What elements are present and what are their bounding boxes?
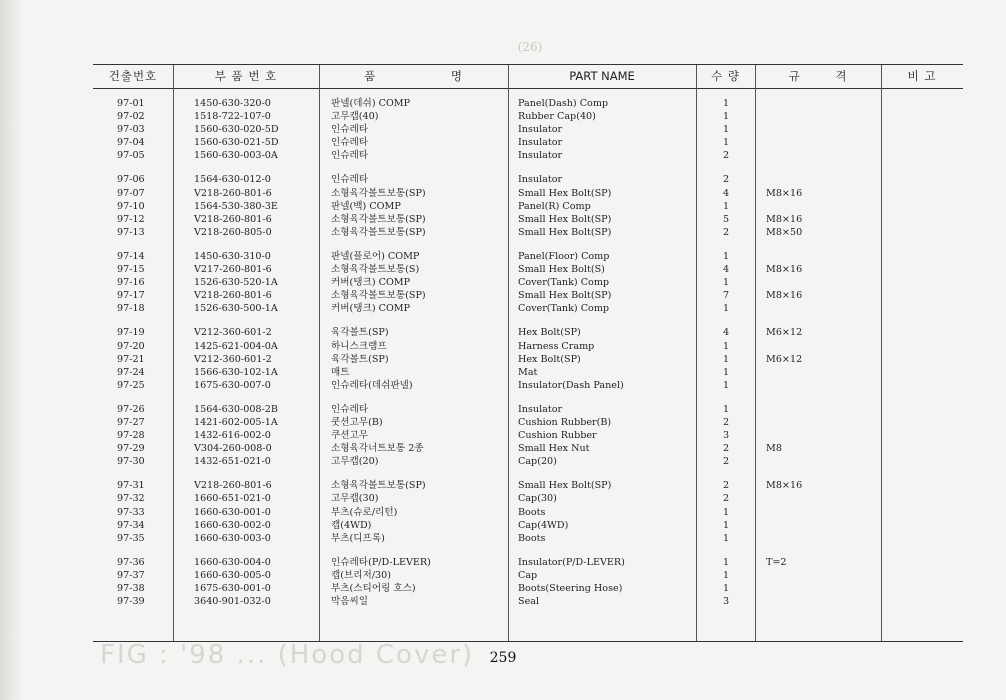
item-code: 97-18 [117, 303, 145, 315]
spec: M8×16 [766, 290, 803, 302]
quantity: 3 [722, 430, 730, 442]
spec: M6×12 [766, 353, 803, 365]
korean-name: 커버(탱크) COMP [331, 277, 411, 289]
part-name: Insulator [518, 174, 563, 186]
part-name: Rubber Cap(40) [518, 111, 596, 123]
spec: M8×16 [766, 187, 803, 199]
quantity: 2 [722, 226, 730, 238]
table-row [93, 379, 963, 392]
table-row [93, 595, 963, 608]
korean-name: 하니스크램프 [331, 340, 387, 352]
part-number: V304-260-008-0 [194, 443, 272, 455]
part-number: 1432-616-002-0 [194, 430, 271, 442]
quantity: 1 [722, 569, 730, 581]
table-row [93, 326, 963, 339]
part-number: 1660-630-003-0 [194, 532, 271, 544]
item-code: 97-14 [117, 250, 145, 262]
quantity: 5 [722, 213, 730, 225]
item-code: 97-26 [117, 403, 145, 415]
spec: M8×16 [766, 264, 803, 276]
spec: M8×16 [766, 213, 803, 225]
part-name: Small Hex Bolt(SP) [518, 480, 612, 492]
table-row [93, 569, 963, 582]
row-group [93, 97, 963, 162]
part-number: 1432-651-021-0 [194, 456, 271, 468]
spec: T=2 [766, 556, 787, 568]
item-code: 97-34 [117, 519, 145, 531]
korean-name: 인슈레타 [331, 174, 369, 186]
quantity: 1 [722, 379, 730, 391]
part-name: Small Hex Bolt(SP) [518, 290, 612, 302]
part-name: Insulator(Dash Panel) [518, 379, 624, 391]
korean-name: 막음씨일 [331, 596, 369, 608]
row-group [93, 479, 963, 544]
quantity: 1 [722, 556, 730, 568]
table-row [93, 173, 963, 186]
korean-name: 고무캡(40) [331, 111, 379, 123]
korean-name: 부츠(스티어링 호스) [331, 583, 416, 594]
spec: M6×12 [766, 327, 803, 339]
part-name: Boots(Steering Hose) [518, 583, 623, 594]
part-number: V212-360-601-2 [194, 327, 272, 339]
quantity: 1 [722, 353, 730, 365]
korean-name: 인슈레타(데쉬판넬) [331, 379, 413, 391]
item-code: 97-15 [117, 264, 145, 276]
korean-name: 캡(브리저/30) [331, 569, 391, 581]
korean-name: 소형육각볼트보통(SP) [331, 226, 426, 238]
item-code: 97-37 [117, 569, 145, 581]
korean-name: 판넬(플로어) COMP [331, 250, 420, 262]
part-name: Panel(Floor) Comp [518, 250, 610, 262]
korean-name: 판넬(데쉬) COMP [331, 98, 411, 109]
part-number: V218-260-805-0 [194, 226, 272, 238]
part-name: Small Hex Bolt(SP) [518, 213, 612, 225]
part-name: Cover(Tank) Comp [518, 303, 610, 315]
part-number: 1425-621-004-0A [194, 340, 278, 352]
quantity: 2 [722, 456, 730, 468]
korean-name: 소형육각볼트보통(SP) [331, 187, 426, 199]
part-number: 1526-630-500-1A [194, 303, 278, 315]
part-number: 1560-630-003-0A [194, 150, 278, 162]
quantity: 2 [722, 150, 730, 162]
table-row [93, 340, 963, 353]
row-group [93, 250, 963, 315]
part-number: V218-260-801-6 [194, 290, 272, 302]
table-row [93, 556, 963, 569]
korean-name: 쿠션고무 [331, 430, 369, 442]
part-number: 1660-630-001-0 [194, 506, 271, 518]
item-code: 97-04 [117, 137, 145, 149]
korean-name: 부츠(슈로/리턴) [331, 506, 398, 518]
item-code: 97-24 [117, 366, 145, 378]
quantity: 7 [722, 290, 730, 302]
table-row [93, 353, 963, 366]
quantity: 1 [722, 403, 730, 415]
part-name: Small Hex Bolt(S) [518, 264, 605, 276]
table-row [93, 289, 963, 302]
table-row [93, 302, 963, 315]
part-name: Hex Bolt(SP) [518, 353, 581, 365]
quantity: 2 [722, 480, 730, 492]
table-row [93, 226, 963, 239]
part-number: V218-260-801-6 [194, 213, 272, 225]
table-row [93, 263, 963, 276]
table-row [93, 532, 963, 545]
table-row [93, 110, 963, 123]
table-row [93, 403, 963, 416]
quantity: 2 [722, 174, 730, 186]
korean-name: 소형육각너트보통 2종 [331, 443, 424, 455]
table-row [93, 519, 963, 532]
table-row [93, 416, 963, 429]
korean-name: 인슈레타 [331, 124, 369, 136]
header-code: 건출번호 [108, 69, 158, 83]
header-spec: 규 격 [788, 69, 848, 83]
part-number: 1566-630-102-1A [194, 366, 278, 378]
quantity: 1 [722, 583, 730, 594]
header-part-name: PART NAME [569, 69, 635, 83]
part-number: V218-260-801-6 [194, 187, 272, 199]
part-name: Small Hex Nut [518, 443, 590, 455]
quantity: 1 [722, 200, 730, 212]
spec: M8×16 [766, 480, 803, 492]
header-remark: 비 고 [907, 69, 937, 83]
item-code: 97-16 [117, 277, 145, 289]
item-code: 97-30 [117, 456, 145, 468]
part-number: 1518-722-107-0 [194, 111, 271, 123]
item-code: 97-31 [117, 480, 145, 492]
table-row [93, 506, 963, 519]
item-code: 97-06 [117, 174, 145, 186]
item-code: 97-07 [117, 187, 145, 199]
item-code: 97-33 [117, 506, 145, 518]
table-row [93, 479, 963, 492]
part-name: Boots [518, 532, 546, 544]
korean-name: 캡(4WD) [331, 519, 372, 531]
table-row [93, 136, 963, 149]
row-group [93, 556, 963, 608]
part-name: Cap(20) [518, 456, 557, 468]
item-code: 97-19 [117, 327, 145, 339]
part-name: Small Hex Bolt(SP) [518, 187, 612, 199]
part-name: Panel(Dash) Comp [518, 98, 609, 109]
item-code: 97-32 [117, 493, 145, 505]
table-row [93, 442, 963, 455]
part-name: Boots [518, 506, 546, 518]
quantity: 2 [722, 493, 730, 505]
korean-name: 소형육각볼트보통(SP) [331, 290, 426, 302]
quantity: 2 [722, 443, 730, 455]
table-row [93, 97, 963, 110]
part-number: 1564-530-380-3E [194, 200, 278, 212]
quantity: 1 [722, 506, 730, 518]
item-code: 97-27 [117, 416, 145, 428]
item-code: 97-35 [117, 532, 145, 544]
item-code: 97-03 [117, 124, 145, 136]
header-korean-name: 품 명 [364, 69, 463, 83]
quantity: 3 [722, 596, 730, 608]
header-part-number: 부 품 번 호 [214, 69, 278, 83]
part-number: 1660-630-002-0 [194, 519, 271, 531]
part-name: Cap [518, 569, 538, 581]
part-number: 1560-630-021-5D [194, 137, 279, 149]
part-number: 1660-651-021-0 [194, 493, 271, 505]
quantity: 4 [722, 327, 730, 339]
korean-name: 소형육각볼트보통(SP) [331, 480, 426, 492]
table-row [93, 250, 963, 263]
spec: M8 [766, 443, 782, 455]
part-number: 1564-630-012-0 [194, 174, 271, 186]
part-name: Harness Cramp [518, 340, 595, 352]
part-name: Cover(Tank) Comp [518, 277, 610, 289]
part-number: 1421-602-005-1A [194, 416, 278, 428]
part-number: 1450-630-320-0 [194, 98, 271, 109]
item-code: 97-20 [117, 340, 145, 352]
part-number: 1526-630-520-1A [194, 277, 278, 289]
table-row [93, 492, 963, 505]
table-row [93, 276, 963, 289]
part-number: 1560-630-020-5D [194, 124, 279, 136]
item-code: 97-13 [117, 226, 145, 238]
korean-name: 인슈레타(P/D-LEVER) [331, 556, 431, 568]
korean-name: 커버(탱크) COMP [331, 303, 411, 315]
table-row [93, 187, 963, 200]
header-quantity: 수 량 [711, 69, 740, 83]
spec: M8×50 [766, 226, 803, 238]
part-name: Insulator(P/D-LEVER) [518, 556, 625, 568]
item-code: 97-10 [117, 200, 145, 212]
part-name: Cushion Rubber [518, 430, 597, 442]
header-divider [93, 88, 963, 89]
table-body [93, 97, 963, 619]
table-row [93, 149, 963, 162]
parts-table [93, 64, 963, 642]
item-code: 97-17 [117, 290, 145, 302]
part-number: 1564-630-008-2B [194, 403, 278, 415]
table-row [93, 200, 963, 213]
page-number: 259 [489, 650, 517, 666]
korean-name: 소형육각볼트보통(S) [331, 264, 420, 276]
part-number: 3640-901-032-0 [194, 596, 271, 608]
quantity: 1 [722, 532, 730, 544]
part-number: 1660-630-004-0 [194, 556, 271, 568]
quantity: 1 [722, 111, 730, 123]
item-code: 97-38 [117, 583, 145, 594]
korean-name: 육각볼트(SP) [331, 327, 389, 339]
quantity: 1 [722, 519, 730, 531]
quantity: 1 [722, 250, 730, 262]
item-code: 97-05 [117, 150, 145, 162]
part-number: V217-260-801-6 [194, 264, 272, 276]
korean-name: 소형육각볼트보통(SP) [331, 213, 426, 225]
part-name: Insulator [518, 403, 563, 415]
part-name: Mat [518, 366, 538, 378]
item-code: 97-21 [117, 353, 145, 365]
part-number: 1675-630-001-0 [194, 583, 271, 594]
item-code: 97-02 [117, 111, 145, 123]
table-row [93, 213, 963, 226]
quantity: 1 [722, 137, 730, 149]
part-number: 1450-630-310-0 [194, 250, 271, 262]
quantity: 1 [722, 303, 730, 315]
row-group [93, 173, 963, 238]
row-group [93, 403, 963, 468]
part-name: Panel(R) Comp [518, 200, 591, 212]
row-group [93, 326, 963, 391]
korean-name: 인슈레타 [331, 150, 369, 162]
quantity: 1 [722, 98, 730, 109]
part-name: Cap(30) [518, 493, 557, 505]
korean-name: 고무캡(30) [331, 493, 379, 505]
quantity: 1 [722, 366, 730, 378]
korean-name: 판넬(백) COMP [331, 200, 401, 212]
quantity: 4 [722, 187, 730, 199]
korean-name: 부츠(디프록) [331, 532, 385, 544]
quantity: 1 [722, 124, 730, 136]
table-row [93, 123, 963, 136]
item-code: 97-39 [117, 596, 145, 608]
korean-name: 인슈레타 [331, 137, 369, 149]
table-row [93, 582, 963, 595]
item-code: 97-29 [117, 443, 145, 455]
korean-name: 쿳션고무(B) [331, 416, 383, 428]
part-number: 1675-630-007-0 [194, 379, 271, 391]
item-code: 97-36 [117, 556, 145, 568]
quantity: 2 [722, 416, 730, 428]
part-name: Small Hex Bolt(SP) [518, 226, 612, 238]
table-row [93, 429, 963, 442]
quantity: 1 [722, 340, 730, 352]
part-name: Cushion Rubber(B) [518, 416, 612, 428]
part-name: Seal [518, 596, 540, 608]
part-number: V218-260-801-6 [194, 480, 272, 492]
page-left-edge [0, 0, 22, 700]
part-name: Insulator [518, 137, 563, 149]
part-number: 1660-630-005-0 [194, 569, 271, 581]
quantity: 1 [722, 277, 730, 289]
korean-name: 육각볼트(SP) [331, 353, 389, 365]
part-name: Cap(4WD) [518, 519, 569, 531]
top-page-number: (26) [517, 40, 543, 54]
item-code: 97-12 [117, 213, 145, 225]
korean-name: 인슈레타 [331, 403, 369, 415]
table-row [93, 455, 963, 468]
bleed-through-text: FIG : '98 ... (Hood Cover) [100, 640, 475, 670]
part-name: Hex Bolt(SP) [518, 327, 581, 339]
item-code: 97-01 [117, 98, 145, 109]
korean-name: 고무캡(20) [331, 456, 379, 468]
part-name: Insulator [518, 150, 563, 162]
korean-name: 매트 [331, 366, 350, 378]
table-row [93, 366, 963, 379]
item-code: 97-25 [117, 379, 145, 391]
part-number: V212-360-601-2 [194, 353, 272, 365]
part-name: Insulator [518, 124, 563, 136]
quantity: 4 [722, 264, 730, 276]
item-code: 97-28 [117, 430, 145, 442]
